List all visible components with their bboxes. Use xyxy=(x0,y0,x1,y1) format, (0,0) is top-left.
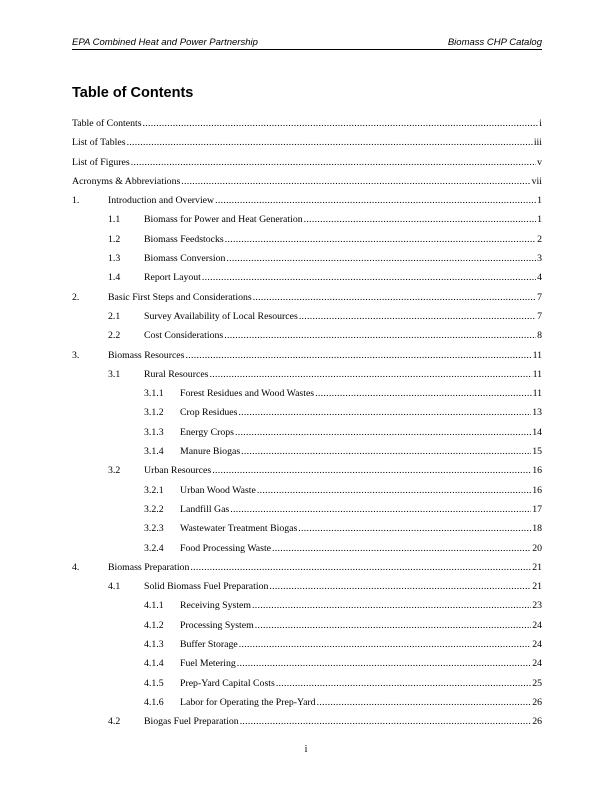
toc-dot-leader xyxy=(225,230,536,249)
toc-entry[interactable] xyxy=(72,500,542,519)
toc-entry-title: Solid Biomass Fuel Preparation xyxy=(144,581,269,593)
toc-entry-title: Introduction and Overview xyxy=(108,195,215,207)
toc-entry-title: Receiving System xyxy=(180,600,252,612)
toc-entry-number: 4.2 xyxy=(108,716,121,728)
toc-dot-leader xyxy=(127,133,533,152)
toc-entry-title: List of Figures xyxy=(72,156,130,168)
toc-entry[interactable] xyxy=(72,616,542,635)
toc-entry-page: 26 xyxy=(532,716,542,728)
toc-entry-title: Prep-Yard Capital Costs xyxy=(180,677,275,689)
toc-entry-number: 3.1 xyxy=(108,368,121,380)
page-title: Table of Contents xyxy=(72,85,194,101)
toc-entry[interactable] xyxy=(72,577,542,596)
toc-entry-title: List of Tables xyxy=(72,137,126,149)
toc-entry-page: 7 xyxy=(537,310,542,322)
toc-dot-leader xyxy=(237,654,531,673)
toc-entry-number: 4. xyxy=(72,561,80,573)
toc-entry-number: 3. xyxy=(72,349,80,361)
toc-entry[interactable] xyxy=(72,133,542,152)
toc-entry-page: 11 xyxy=(532,368,542,380)
toc-entry-title: Urban Resources xyxy=(144,465,212,477)
toc-dot-leader xyxy=(240,712,532,731)
toc-entry-page: 1 xyxy=(537,214,542,226)
toc-dot-leader xyxy=(257,481,531,500)
toc-entry-title: Labor for Operating the Prep-Yard xyxy=(180,696,316,708)
toc-entry-page: 11 xyxy=(532,388,542,400)
toc-entry[interactable] xyxy=(72,191,542,210)
toc-entry-title: Biogas Fuel Preparation xyxy=(144,716,239,728)
toc-entry-title: Survey Availability of Local Resources xyxy=(144,310,298,322)
toc-entry-page: i xyxy=(539,118,542,129)
toc-entry-page: 16 xyxy=(532,465,542,477)
header-right-text: Biomass CHP Catalog xyxy=(447,37,542,48)
toc-entry-number: 1.1 xyxy=(108,214,121,226)
toc-dot-leader xyxy=(269,577,531,596)
toc-entry-page: 14 xyxy=(532,426,542,438)
toc-entry-title: Urban Wood Waste xyxy=(180,484,256,496)
toc-dot-leader xyxy=(181,172,530,191)
toc-dot-leader xyxy=(276,674,531,693)
toc-entry[interactable] xyxy=(72,712,542,731)
toc-entry-page: 21 xyxy=(532,561,542,573)
toc-entry-number: 3.2.3 xyxy=(144,523,164,535)
toc-entry-title: Biomass Feedstocks xyxy=(144,233,224,245)
toc-entry[interactable] xyxy=(72,114,542,133)
toc-entry-page: 21 xyxy=(532,581,542,593)
toc-entry[interactable] xyxy=(72,172,542,191)
toc-entry[interactable] xyxy=(72,249,542,268)
toc-entry-number: 4.1.3 xyxy=(144,639,164,651)
toc-entry-page: 4 xyxy=(537,272,542,284)
toc-entry[interactable] xyxy=(72,365,542,384)
toc-entry-number: 4.1.5 xyxy=(144,677,164,689)
toc-dot-leader xyxy=(299,307,536,326)
toc-entry[interactable] xyxy=(72,210,542,229)
toc-entry-number: 3.1.1 xyxy=(144,388,164,400)
toc-dot-leader xyxy=(252,596,531,615)
toc-entry[interactable] xyxy=(72,230,542,249)
toc-dot-leader xyxy=(224,326,536,345)
toc-dot-leader xyxy=(238,403,531,422)
toc-entry-title: Basic First Steps and Considerations xyxy=(108,291,252,303)
toc-entry-number: 4.1 xyxy=(108,581,121,593)
toc-dot-leader xyxy=(317,693,532,712)
toc-dot-leader xyxy=(304,210,536,229)
toc-entry-number: 3.2.4 xyxy=(144,542,164,554)
toc-entry[interactable] xyxy=(72,346,542,365)
toc-entry[interactable] xyxy=(72,596,542,615)
toc-entry[interactable] xyxy=(72,654,542,673)
toc-dot-leader xyxy=(131,153,536,172)
toc-dot-leader xyxy=(226,249,536,268)
toc-dot-leader xyxy=(255,616,531,635)
toc-entry-page: 2 xyxy=(537,233,542,245)
toc-entry-page: 25 xyxy=(532,677,542,689)
toc-dot-leader xyxy=(315,384,531,403)
toc-entry-page: 1 xyxy=(537,195,542,207)
toc-entry-number: 2. xyxy=(72,291,80,303)
toc-entry-title: Landfill Gas xyxy=(180,503,230,515)
toc-entry-title: Report Layout xyxy=(144,272,201,284)
toc-dot-leader xyxy=(298,519,531,538)
toc-dot-leader xyxy=(253,288,536,307)
toc-entry-page: 20 xyxy=(532,542,542,554)
toc-entry-title: Food Processing Waste xyxy=(180,542,272,554)
toc-entry-number: 1.3 xyxy=(108,253,121,265)
toc-dot-leader xyxy=(235,423,531,442)
toc-entry-title: Biomass Preparation xyxy=(108,561,190,573)
toc-entry-number: 1.4 xyxy=(108,272,121,284)
toc-entry-number: 3.2 xyxy=(108,465,121,477)
toc-entry-title: Fuel Metering xyxy=(180,658,236,670)
toc-entry-page: 18 xyxy=(532,523,542,535)
toc-entry-number: 4.1.4 xyxy=(144,658,164,670)
toc-dot-leader xyxy=(230,500,531,519)
toc-dot-leader xyxy=(185,346,531,365)
toc-entry-title: Cost Considerations xyxy=(144,330,224,342)
toc-entry-number: 3.2.2 xyxy=(144,503,164,515)
toc-entry-title: Rural Resources xyxy=(144,368,209,380)
toc-entry-page: v xyxy=(537,156,542,168)
toc-entry-number: 3.1.2 xyxy=(144,407,164,419)
toc-entry-title: Biomass Conversion xyxy=(144,253,226,265)
toc-entry-number: 4.1.6 xyxy=(144,696,164,708)
toc-dot-leader xyxy=(209,365,531,384)
toc-dot-leader xyxy=(212,461,531,480)
toc-entry-title: Manure Biogas xyxy=(180,446,241,458)
toc-entry-number: 3.1.4 xyxy=(144,446,164,458)
toc-dot-leader xyxy=(215,191,536,210)
toc-entry-page: 24 xyxy=(532,639,542,651)
toc-entry-title: Crop Residues xyxy=(180,407,238,419)
toc-entry-page: 3 xyxy=(537,253,542,265)
toc-entry-page: 17 xyxy=(532,503,542,515)
toc-entry[interactable] xyxy=(72,635,542,654)
toc-entry-page: 13 xyxy=(532,407,542,419)
toc-entry-title: Buffer Storage xyxy=(180,639,238,651)
toc-entry-title: Acronyms & Abbreviations xyxy=(72,175,181,187)
header-left-text: EPA Combined Heat and Power Partnership xyxy=(72,37,258,48)
toc-entry-page: 23 xyxy=(532,600,542,612)
toc-entry-page: iii xyxy=(533,137,542,149)
toc-entry[interactable] xyxy=(72,481,542,500)
toc-entry[interactable] xyxy=(72,153,542,172)
toc-entry-page: 11 xyxy=(532,349,542,361)
page-number: i xyxy=(304,744,308,755)
toc-entry-number: 1. xyxy=(72,195,80,207)
toc-entry-title: Biomass Resources xyxy=(108,349,185,361)
toc-entry-number: 2.2 xyxy=(108,330,121,342)
toc-entry-page: 8 xyxy=(537,330,542,342)
toc-entry-page: 26 xyxy=(532,696,542,708)
toc-entry-title: Wastewater Treatment Biogas xyxy=(180,523,298,535)
toc-dot-leader xyxy=(202,268,536,287)
toc-entry-number: 3.1.3 xyxy=(144,426,164,438)
toc-entry-number: 1.2 xyxy=(108,233,121,245)
toc-entry[interactable] xyxy=(72,693,542,712)
toc-entry[interactable] xyxy=(72,442,542,461)
toc-dot-leader xyxy=(272,539,531,558)
toc-entry-number: 2.1 xyxy=(108,310,121,322)
toc-entry-title: Biomass for Power and Heat Generation xyxy=(144,214,303,226)
toc-dot-leader xyxy=(239,635,531,654)
toc-entry-title: Table of Contents xyxy=(72,118,142,129)
toc-entry-title: Forest Residues and Wood Wastes xyxy=(180,388,315,400)
toc-entry[interactable] xyxy=(72,558,542,577)
toc-dot-leader xyxy=(143,114,539,133)
toc-entry[interactable] xyxy=(72,307,542,326)
toc-entry[interactable] xyxy=(72,268,542,287)
toc-entry[interactable] xyxy=(72,403,542,422)
toc-entry-page: vii xyxy=(531,175,542,187)
toc-entry[interactable] xyxy=(72,539,542,558)
toc-entry-page: 16 xyxy=(532,484,542,496)
toc-entry-page: 7 xyxy=(537,291,542,303)
toc-dot-leader xyxy=(190,558,531,577)
toc-entry-title: Energy Crops xyxy=(180,426,234,438)
table-of-contents xyxy=(72,114,542,732)
toc-entry-number: 4.1.1 xyxy=(144,600,164,612)
toc-dot-leader xyxy=(241,442,531,461)
toc-entry[interactable] xyxy=(72,461,542,480)
toc-entry-number: 3.2.1 xyxy=(144,484,164,496)
toc-entry[interactable] xyxy=(72,423,542,442)
header-rule xyxy=(72,49,542,50)
toc-entry[interactable] xyxy=(72,384,542,403)
toc-entry[interactable] xyxy=(72,326,542,345)
toc-entry[interactable] xyxy=(72,519,542,538)
toc-entry-page: 24 xyxy=(532,658,542,670)
toc-entry-page: 15 xyxy=(532,446,542,458)
toc-entry-page: 24 xyxy=(532,619,542,631)
toc-entry-title: Processing System xyxy=(180,619,254,631)
toc-entry[interactable] xyxy=(72,674,542,693)
toc-entry-number: 4.1.2 xyxy=(144,619,164,631)
toc-entry[interactable] xyxy=(72,288,542,307)
